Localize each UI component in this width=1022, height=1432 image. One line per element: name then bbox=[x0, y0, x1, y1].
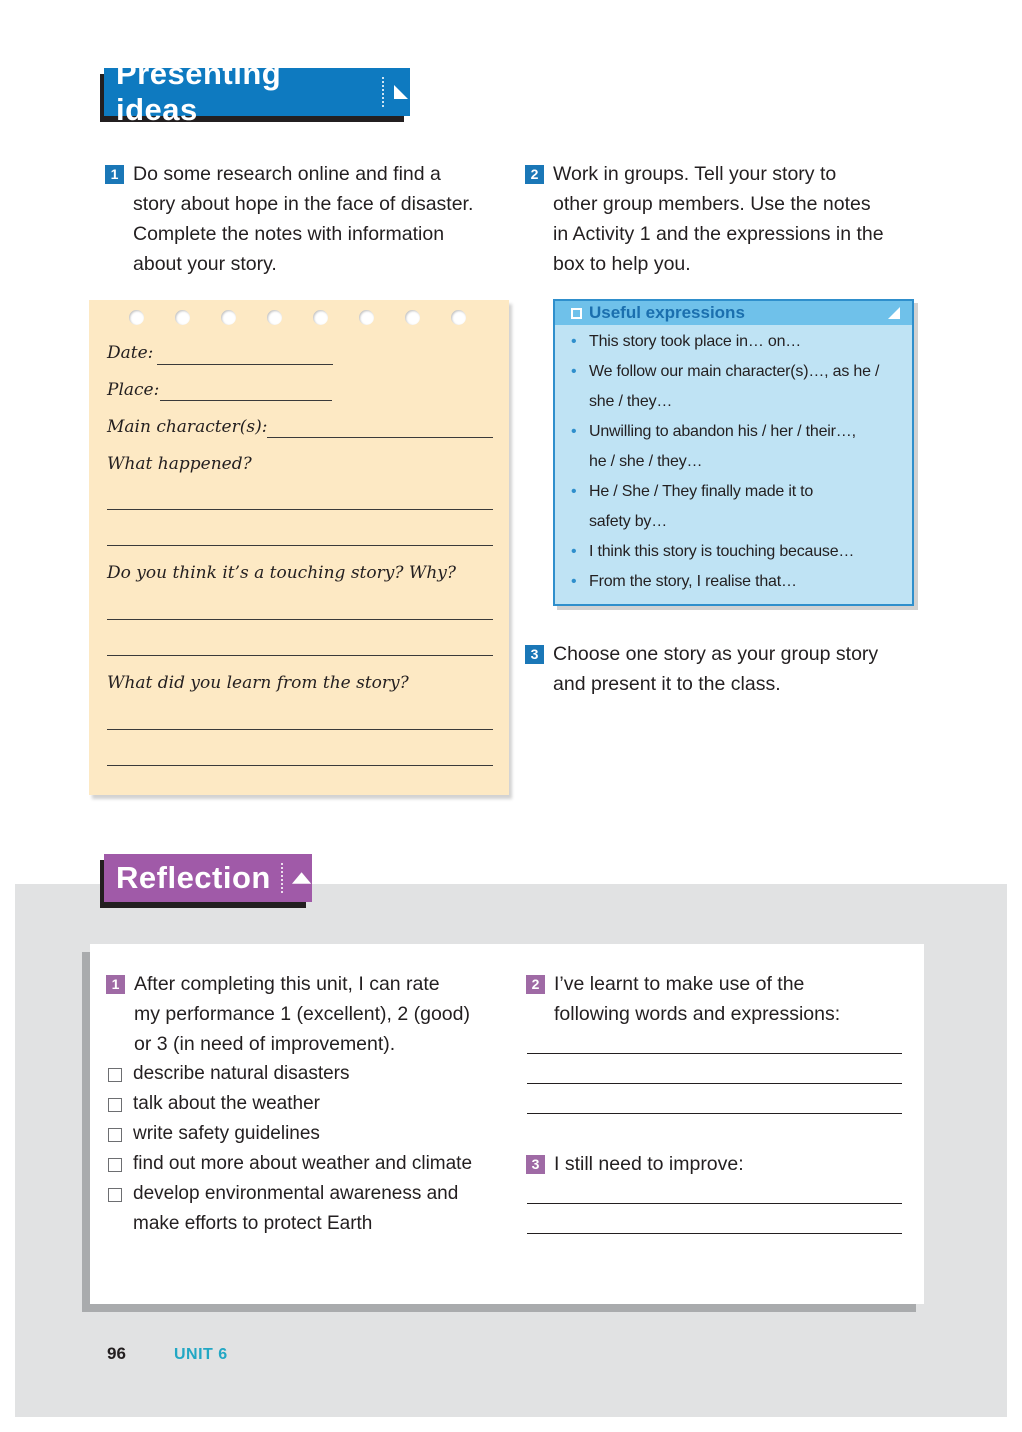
unit-label: UNIT 6 bbox=[174, 1346, 228, 1363]
writing-line[interactable] bbox=[527, 1083, 902, 1084]
notepad-hole bbox=[405, 310, 420, 325]
checklist-item[interactable]: find out more about weather and climate bbox=[108, 1149, 472, 1179]
main-characters-field[interactable] bbox=[267, 437, 493, 438]
presenting-ideas-title: Presenting ideas bbox=[116, 56, 282, 127]
reflection-item-1 bbox=[106, 969, 506, 1059]
presenting-ideas-banner bbox=[104, 56, 410, 127]
reflection-number-badge: 2 bbox=[526, 975, 545, 994]
date-label: Date: bbox=[107, 343, 154, 363]
instruction-line: my performance 1 (excellent), 2 (good) bbox=[134, 1003, 470, 1025]
writing-line[interactable] bbox=[527, 1113, 902, 1114]
instruction-line: story about hope in the face of disaster. bbox=[133, 193, 474, 215]
corner-triangle-icon bbox=[888, 307, 900, 319]
reflection-item-3 bbox=[526, 1149, 916, 1179]
writing-line[interactable] bbox=[527, 1053, 902, 1054]
instruction-line: in Activity 1 and the expressions in the bbox=[553, 223, 884, 245]
checklist-item[interactable]: develop environmental awareness and make efforts to protect Earth bbox=[108, 1179, 458, 1239]
notepad-hole bbox=[175, 310, 190, 325]
triangle-up-icon bbox=[291, 871, 312, 885]
checkbox[interactable] bbox=[108, 1128, 122, 1142]
expression-item: • I think this story is touching because… bbox=[569, 537, 898, 567]
notepad-hole bbox=[451, 310, 466, 325]
instruction-line: Choose one story as your group story bbox=[553, 643, 879, 665]
answer-line[interactable] bbox=[107, 765, 493, 766]
reflection-banner bbox=[104, 854, 312, 902]
expressions-list bbox=[555, 325, 912, 597]
notepad-hole bbox=[267, 310, 282, 325]
activity-number-badge: 3 bbox=[525, 645, 544, 664]
instruction-line: After completing this unit, I can rate bbox=[134, 973, 440, 995]
answer-line[interactable] bbox=[107, 509, 493, 510]
reflection-title: Reflection bbox=[116, 860, 271, 895]
instruction-line: and present it to the class. bbox=[553, 673, 781, 695]
expression-item: • Unwilling to abandon his / her / their…, he / she / they… bbox=[569, 417, 898, 477]
useful-expressions-box bbox=[553, 299, 914, 606]
checklist-item[interactable]: talk about the weather bbox=[108, 1089, 320, 1119]
useful-expressions-title: Useful expressions bbox=[589, 303, 745, 322]
notepad-hole bbox=[313, 310, 328, 325]
writing-line[interactable] bbox=[527, 1233, 902, 1234]
expression-item: • We follow our main character(s)…, as he / she / they… bbox=[569, 357, 898, 417]
checkbox[interactable] bbox=[108, 1098, 122, 1112]
answer-line[interactable] bbox=[107, 545, 493, 546]
instruction-line: or 3 (in need of improvement). bbox=[134, 1033, 396, 1055]
expression-item: • He / She / They finally made it to safety by… bbox=[569, 477, 898, 537]
checkbox[interactable] bbox=[108, 1158, 122, 1172]
answer-line[interactable] bbox=[107, 729, 493, 730]
touching-story-label: Do you think it’s a touching story? Why? bbox=[107, 563, 457, 583]
instruction-line: about your story. bbox=[133, 253, 277, 275]
notepad-hole bbox=[221, 310, 236, 325]
expression-item: • This story took place in… on… bbox=[569, 327, 898, 357]
instruction-line: following words and expressions: bbox=[554, 1003, 841, 1025]
answer-line[interactable] bbox=[107, 655, 493, 656]
activity-number-badge: 1 bbox=[105, 165, 124, 184]
instruction-line: I still need to improve: bbox=[554, 1153, 744, 1175]
writing-line[interactable] bbox=[527, 1203, 902, 1204]
notepad-hole bbox=[359, 310, 374, 325]
activity-number-badge: 2 bbox=[525, 165, 544, 184]
activity-3-instruction bbox=[525, 639, 925, 699]
expression-item: • From the story, I realise that… bbox=[569, 567, 898, 597]
checkbox[interactable] bbox=[108, 1188, 122, 1202]
learned-label: What did you learn from the story? bbox=[107, 673, 409, 693]
page-number: 96 bbox=[107, 1344, 126, 1363]
reflection-number-badge: 1 bbox=[106, 975, 125, 994]
useful-expressions-header bbox=[555, 301, 912, 325]
checkbox[interactable] bbox=[108, 1068, 122, 1082]
instruction-line: Work in groups. Tell your story to bbox=[553, 163, 837, 185]
answer-line[interactable] bbox=[107, 619, 493, 620]
story-notes-notepad bbox=[89, 300, 509, 795]
instruction-line: Complete the notes with information bbox=[133, 223, 445, 245]
place-field[interactable] bbox=[160, 400, 332, 401]
place-label: Place: bbox=[107, 380, 160, 400]
what-happened-label: What happened? bbox=[107, 454, 252, 474]
instruction-line: box to help you. bbox=[553, 253, 691, 275]
activity-1-instruction bbox=[105, 159, 505, 279]
reflection-item-2 bbox=[526, 969, 916, 1029]
main-characters-label: Main character(s): bbox=[107, 417, 268, 437]
activity-2-instruction bbox=[525, 159, 925, 279]
instruction-line: I’ve learnt to make use of the bbox=[554, 973, 805, 995]
reflection-number-badge: 3 bbox=[526, 1155, 545, 1174]
checklist-item[interactable]: write safety guidelines bbox=[108, 1119, 320, 1149]
date-field[interactable] bbox=[157, 364, 333, 365]
corner-arrow-icon bbox=[392, 83, 410, 101]
notepad-hole bbox=[129, 310, 144, 325]
checklist-item[interactable]: describe natural disasters bbox=[108, 1059, 350, 1089]
instruction-line: other group members. Use the notes bbox=[553, 193, 871, 215]
square-icon bbox=[571, 308, 582, 319]
instruction-line: Do some research online and find a bbox=[133, 163, 441, 185]
